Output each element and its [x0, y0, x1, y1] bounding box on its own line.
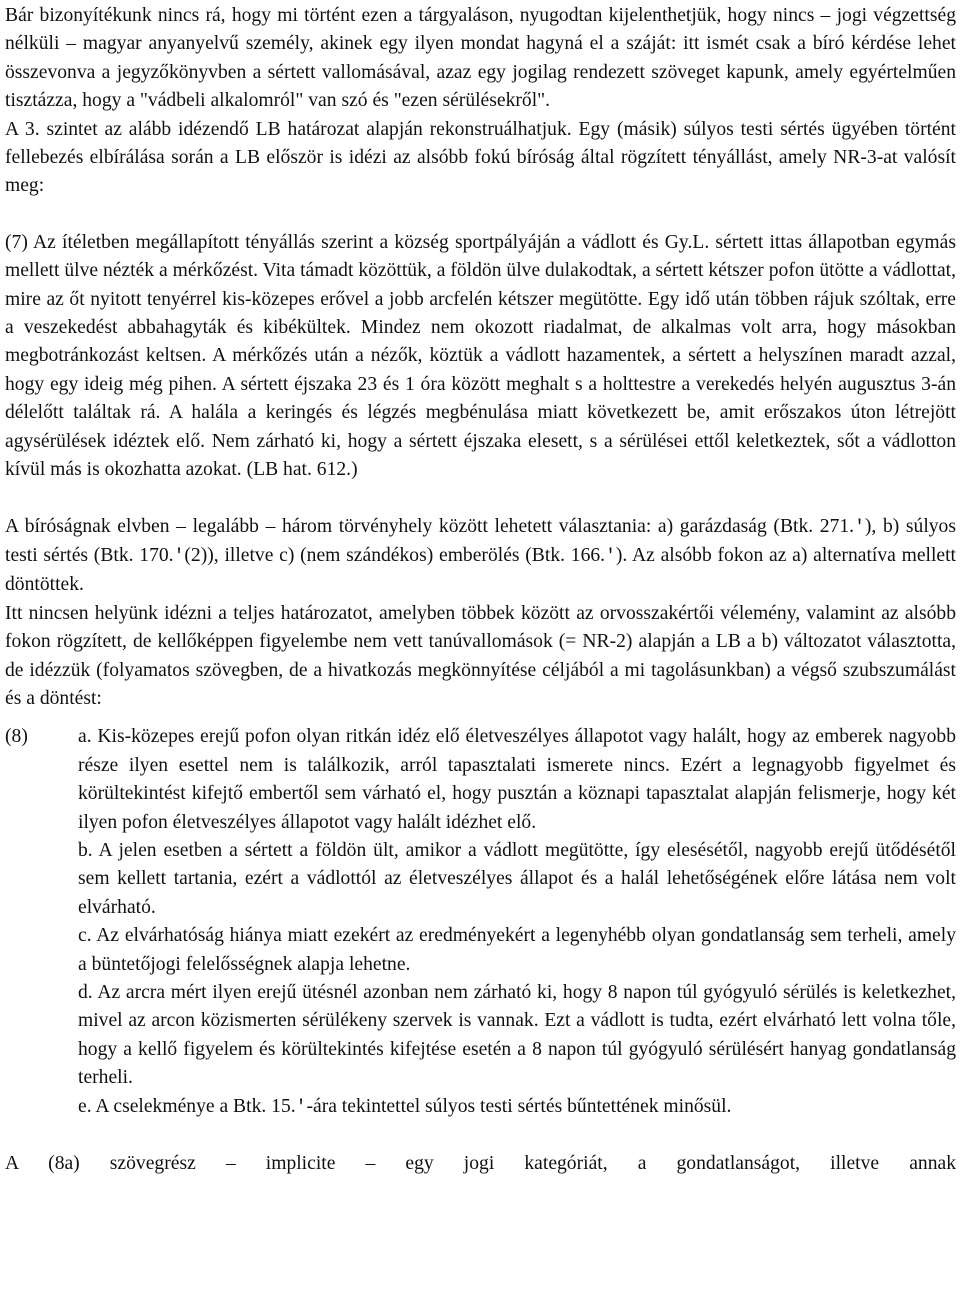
item-8-c: c. Az elvárhatóság hiánya miatt ezekért az eredményekért a legenyhébb olyan gondatlanság sem terheli, amely a büntetőjogi felelősségnek alapja lehetne. — [78, 925, 956, 975]
paragraph-decision-intro: Itt nincsen helyünk idézni a teljes határozatot, amelyben többek között az orvosszakértői vélemény, valamint az alsóbb fokon rögzített, de kellőképpen figyelembe nem vett tanúvallomások (= NR-2) alapján a LB a b) változatot választotta, de idézzük (folyamatos szövegben, de a hivatkozás megkönnyítése céljából a mi tagolásunkban) a végső szubszumálást és a döntést: — [5, 602, 956, 709]
item-8-b: b. A jelen esetben a sértett a földön ült, amikor a vádlott megütötte, így elesésétől, nagyobb erejű ütődésétől sem kellett tartania, ezért a vádlottól az életveszélyes állapot és a halál lehetőségének előre látása nem volt elvárható. — [78, 839, 956, 918]
statutes-text-c: (2)), illetve c) (nem szándékos) emberölés (Btk. 166. — [184, 544, 606, 566]
item-8-e — [78, 1093, 956, 1122]
paragraph-statutes — [5, 513, 956, 600]
spacer — [5, 1122, 956, 1150]
statute-mark: ' — [173, 546, 185, 567]
item-8-a: a. Kis-közepes erejű pofon olyan ritkán idéz elő életveszélyes állapotot vagy halált, hogy az emberek nagyobb része ilyen esettel nem is találkozik, arról tapasztalati ismerete nincs. Ezért a legnagyobb figyelmet és körültekintést kifejtő embertől sem várható el, hogy pusztán a köznapi tapasztalat alapján felismerje, hogy két ilyen pofon életveszélyes állapotot vagy halált idézhet elő. — [78, 726, 956, 833]
statutes-text-a: A bíróságnak elvben – legalább – három törvényhely között lehetett választania: a) garázdaság (Btk. 271. — [5, 515, 855, 537]
statute-mark: ' — [854, 517, 865, 538]
paragraph-intro: Bár bizonyítékunk nincs rá, hogy mi történt ezen a tárgyaláson, nyugodtan kijelenthetjük, hogy nincs – jogi végzettség nélküli – magyar anyanyelvű személy, akinek egy ilyen mondat hagyná el a száját: itt ismét csak a bíró kérdése lehet összevonva a jegyzőkönyvben a sértett vallomásával, azaz egy jogilag rendezett szöveget kapunk, amely egyértelműen tisztázza, hogy a "vádbeli alkalomról" van szó és "ezen sérülésekről". — [5, 5, 956, 112]
item-body — [78, 723, 956, 1122]
quote-item-8 — [5, 723, 956, 1122]
statute-mark: ' — [295, 1097, 307, 1118]
statutes-text-d: ). Az alsóbb fokon az a) alternatíva mellett döntöttek. — [5, 544, 957, 596]
spacer — [5, 485, 956, 513]
spacer — [5, 201, 956, 229]
paragraph-closing: A (8a) szövegrész – implicite – egy jogi kategóriát, a gondatlanságot, illetve annak — [5, 1153, 956, 1175]
statutes-text-b: ), b) súlyos testi sértés (Btk. 170. — [5, 515, 956, 566]
item-8-e-text-a: e. A cselekménye a Btk. 15. — [78, 1095, 296, 1117]
item-8-e-text-b: -ára tekintettel súlyos testi sértés bűntettének minősül. — [306, 1095, 732, 1117]
paragraph-level-3: A 3. szintet az alább idézendő LB határozat alapján rekonstruálhatjuk. Egy (másik) súlyos testi sértés ügyében történt fellebezés elbírálása során a LB először is idézi az alsóbb fokú bíróság által rögzített tényállást, amely NR-3-at valósít meg: — [5, 118, 956, 197]
item-number: (8) — [5, 726, 28, 748]
item-8-d: d. Az arcra mért ilyen erejű ütésnél azonban nem zárható ki, hogy 8 napon túl gyógyuló sérülés is keletkezhet, mivel az arcon közismerten sérülékeny szervek is vannak. Ezt a vádlott is tudta, ezért elvárható lett volna tőle, hogy a kellő figyelem és körültekintés kifejtése esetén a 8 napon túl gyógyuló sérülésért hanyag gondatlanság terheli. — [78, 982, 956, 1089]
paragraph-quote-7: (7) Az ítéletben megállapított tényállás szerint a község sportpályáján a vádlott és Gy.L. sértett ittas állapotban egymás mellett ülve nézték a mérkőzést. Vita támadt közöttük, a földön ülve dulakodtak, a sértett kétszer pofon ütötte a vádlottat, mire az őt nyitott tenyérrel kis-közepes erővel a jobb arcfelén kétszer megütötte. Egy idő után többen rájuk szóltak, erre a veszekedést abbahagyták és kibékültek. Mindez nem okozott riadalmat, de alkalmas volt arra, hogy másokban megbotránkozást keltsen. A mérkőzés után a nézők, köztük a vádlott hazamentek, a sértett a helyszínen maradt azzal, hogy egy ideig még pihen. A sértett éjszaka 23 és 1 óra között meghalt s a holttestre a verekedés helyén augusztus 3-án délelőtt találtak rá. A halála a keringés és légzés megbénulása miatt következett be, amit erőszakos úton létrejött agysérülések idéztek elő. Nem zárható ki, hogy a sértett éjszaka elesett, s a sérülései ettől keletkeztek, sőt a vádlotton kívül más is okozhatta azokat. (LB hat. 612.) — [5, 231, 956, 481]
spacer — [5, 713, 956, 723]
document-page — [5, 2, 956, 1178]
statute-mark: ' — [605, 546, 616, 567]
